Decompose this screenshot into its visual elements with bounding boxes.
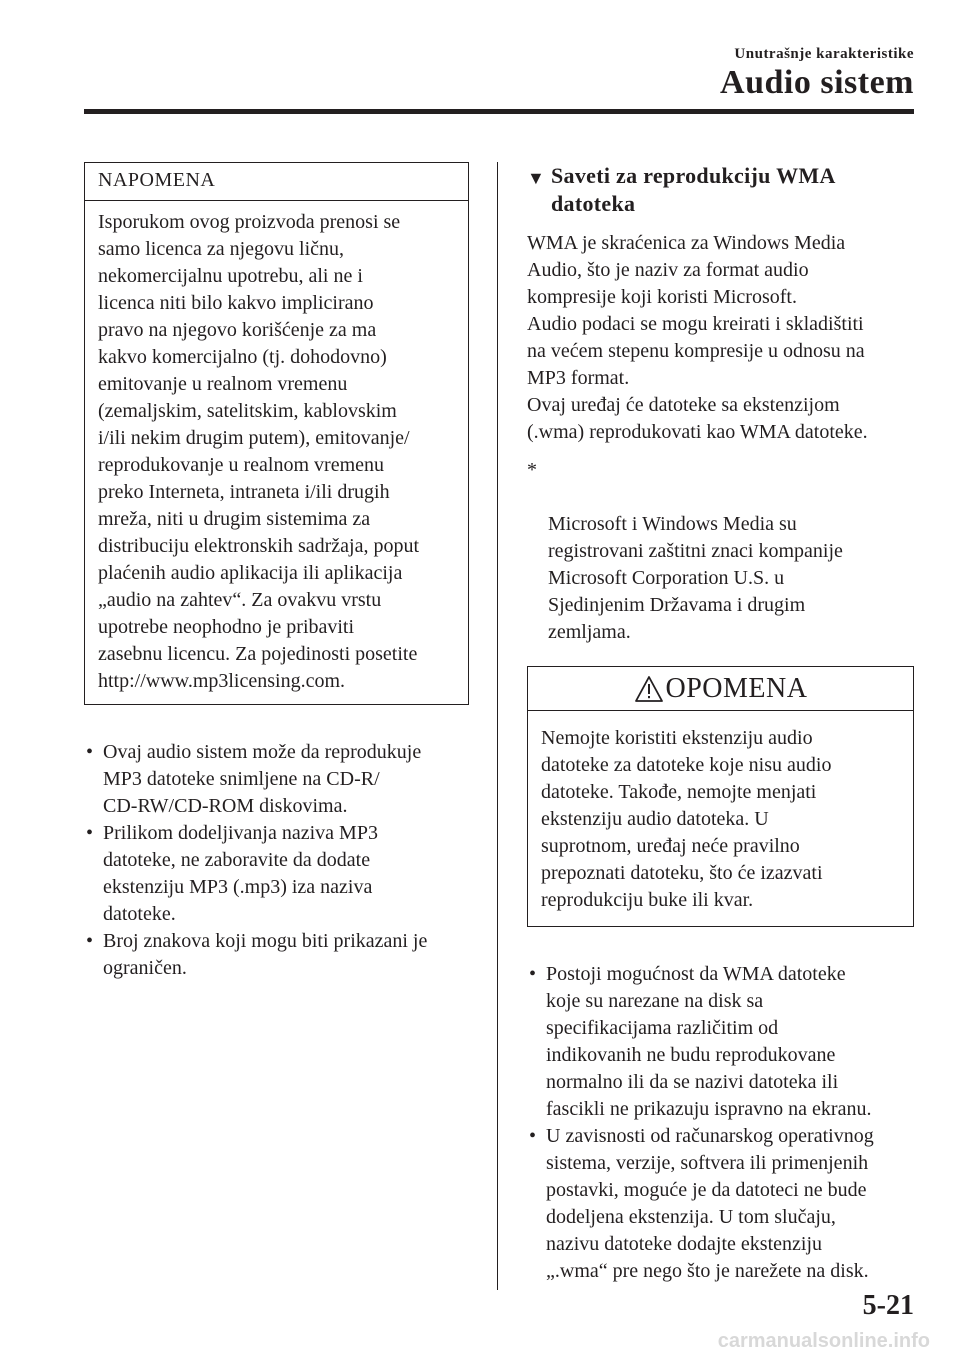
left-column [84,162,469,982]
footnote-text: Microsoft i Windows Media su registrovani zaštitni znaci kompanije Microsoft Corporation U.S. u Sjedinjenim Državama i drugim zemljama. [548,513,843,643]
wma-paragraph: WMA je skraćenica za Windows Media Audio, što je naziv za format audio kompresije koji koristi Microsoft. Audio podaci se mogu kreirati i skladištiti na većem stepenu kompresije u odnosu na MP3 format. Ovaj uređaj će datoteke sa ekstenzijom (.wma) reprodukovati kao WMA datoteke. [527,232,868,443]
warning-title: OPOMENA [665,672,808,704]
chapter-subtitle: Unutrašnje karakteristike [734,46,914,62]
list-item [84,928,469,982]
header-rule [84,109,914,114]
trademark-footnote [527,457,914,646]
wma-section-heading [527,162,914,218]
list-item [84,739,469,820]
warning-body: Nemojte koristiti ekstenziju audio datoteke za datoteke koje nisu audio datoteke. Takođe, nemojte menjati ekstenziju audio datoteka. U suprotnom, uređaj neće pravilno prepoznati datoteku, što će izazvati reprodukciju buke ili kvar. [541,727,832,911]
page-number: 5-21 [862,1290,914,1321]
right-bullet-list [527,961,914,1285]
list-item [527,1123,914,1285]
section-title: Audio sistem [720,64,914,101]
right-column [527,162,914,1285]
list-item [84,820,469,928]
warning-triangle-icon [634,675,664,703]
warning-box [527,666,914,927]
triangle-down-icon: ▼ [527,168,546,188]
list-item-text: Prilikom dodeljivanja naziva MP3 datoteke, ne zaboravite da dodate ekstenziju MP3 (.mp3) iza naziva datoteke. [103,822,378,925]
bullet-icon: • [529,963,537,985]
asterisk-icon: * [527,459,537,481]
warning-header [528,667,913,711]
column-divider [497,162,498,1290]
note-body: Isporukom ovog proizvoda prenosi se samo licenca za njegovu ličnu, nekomercijalnu upotrebu, ali ne i licenca niti bilo kakvo implicirano pravo na njegovo korišćenje za ma kakvo komercijalno (tj. dohodovno) emitovanje u realnom vremenu (zemaljskim, satelitskim, kablovskim i/ili nekim drugim putem), emitovanje/ reprodukovanje u realnom vremenu preko Interneta, intraneta i/ili drugih mreža, niti u drugim sistemima za distribuciju elektronskih sadržaja, poput plaćenih audio aplikacija ili aplikacija „audio na zahtev“. Za ovakvu vrstu upotrebe neophodno je pribaviti zasebnu licencu. Za pojedinosti posetite http://www.mp3licensing.com. [98,211,420,692]
bullet-icon: • [86,741,94,763]
bullet-icon: • [86,822,94,844]
list-item-text: U zavisnosti od računarskog operativnog sistema, verzije, softvera ili primenjenih postavki, moguće je da datoteci ne bude dodeljena ekstenzija. U tom slučaju, nazivu datoteke dodajte ekstenziju „.wma“ pre nego što je narežete na disk. [546,1125,874,1282]
note-box [84,162,469,705]
left-bullet-list [84,739,469,982]
note-title: NAPOMENA [85,163,468,201]
bullet-icon: • [529,1125,537,1147]
watermark: carmanualsonline.info [717,1330,930,1352]
list-item-text: Postoji mogućnost da WMA datoteke koje su narezane na disk sa specifikacijama različitim od indikovanih ne budu reprodukovane normalno ili da se nazivi datoteka ili fascikli ne prikazuju ispravno na ekranu. [546,963,872,1120]
list-item-text: Ovaj audio sistem može da reprodukuje MP3 datoteke snimljene na CD-R/ CD-RW/CD-ROM diskovima. [103,741,422,817]
wma-section-title: Saveti za reprodukciju WMA datoteka [551,163,836,216]
bullet-icon: • [86,930,94,952]
list-item-text: Broj znakova koji mogu biti prikazani je ograničen. [103,930,428,979]
list-item [527,961,914,1123]
